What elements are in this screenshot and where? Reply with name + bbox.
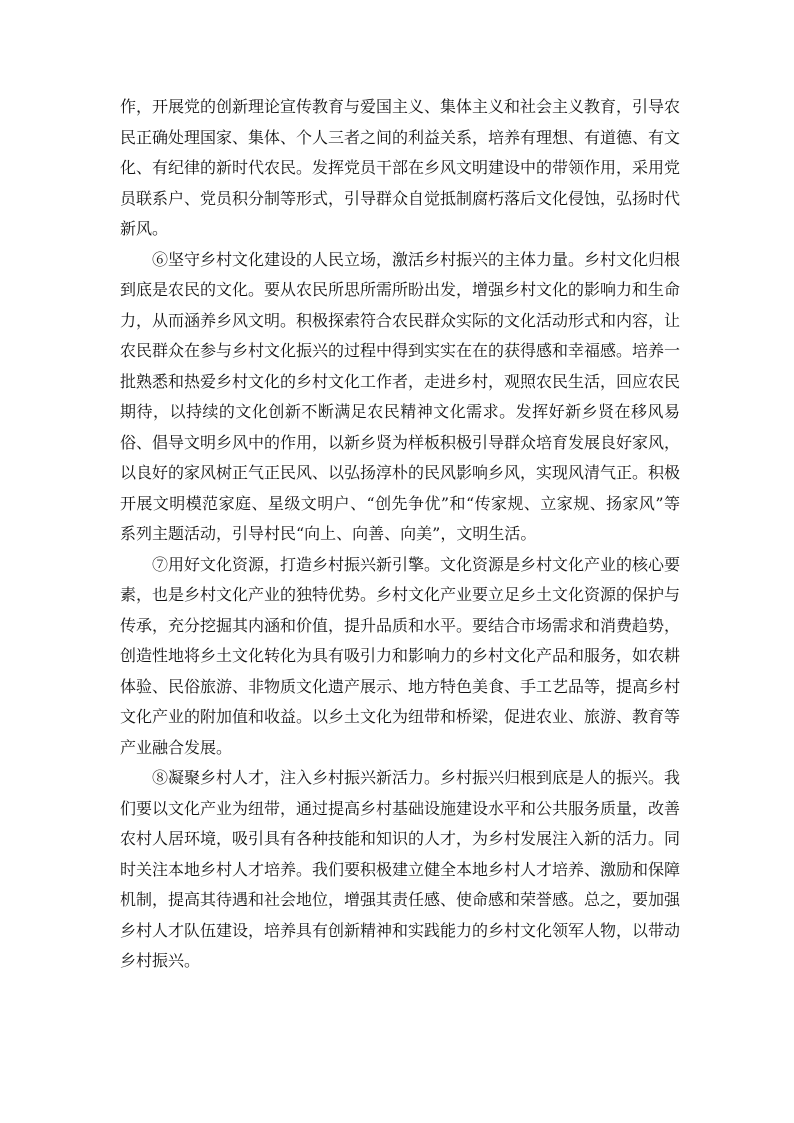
document-body	[120, 92, 680, 977]
paragraph-7: ⑦用好文化资源，打造乡村振兴新引擎。文化资源是乡村文化产业的核心要素，也是乡村文化产业的独特优势。乡村文化产业要立足乡土文化资源的保护与传承，充分挖掘其内涵和价值，提升品质和水平。要结合市场需求和消费趋势，创造性地将乡土文化转化为具有吸引力和影响力的乡村文化产品和服务，如农耕体验、民俗旅游、非物质文化遗产展示、地方特色美食、手工艺品等，提高乡村文化产业的附加值和收益。以乡土文化为纽带和桥梁，促进农业、旅游、教育等产业融合发展。	[120, 554, 681, 757]
paragraph-6: ⑥坚守乡村文化建设的人民立场，激活乡村振兴的主体力量。乡村文化归根到底是农民的文化。要从农民所思所需所盼出发，增强乡村文化的影响力和生命力，从而涵养乡风文明。积极探索符合农民群众实际的文化活动形式和内容，让农民群众在参与乡村文化振兴的过程中得到实实在在的获得感和幸福感。培养一批熟悉和热爱乡村文化的乡村文化工作者，走进乡村，观照农民生活，回应农民期待，以持续的文化创新不断满足农民精神文化需求。发挥好新乡贤在移风易俗、倡导文明乡风中的作用，以新乡贤为样板积极引导群众培育发展良好家风，以良好的家风树正气正民风、以弘扬淳朴的民风影响乡风，实现风清气正。积极开展文明模范家庭、星级文明户、“创先争优”和“传家规、立家规、扬家风”等系列主题活动，引导村民“向上、向善、向美”，文明生活。	[120, 249, 681, 543]
paragraph-8: ⑧凝聚乡村人才，注入乡村振兴新活力。乡村振兴归根到底是人的振兴。我们要以文化产业为纽带，通过提高乡村基础设施建设水平和公共服务质量，改善农村人居环境，吸引具有各种技能和知识的人才，为乡村发展注入新的活力。同时关注本地乡村人才培养。我们要积极建立健全本地乡村人才培养、激励和保障机制，提高其待遇和社会地位，增强其责任感、使命感和荣誉感。总之，要加强乡村人才队伍建设，培养具有创新精神和实践能力的乡村文化领军人物，以带动乡村振兴。	[120, 768, 681, 970]
paragraph-continuation: 作，开展党的创新理论宣传教育与爱国主义、集体主义和社会主义教育，引导农民正确处理国家、集体、个人三者之间的利益关系，培养有理想、有道德、有文化、有纪律的新时代农民。发挥党员干部在乡风文明建设中的带领作用，采用党员联系户、党员积分制等形式，引导群众自觉抵制腐朽落后文化侵蚀，弘扬时代新风。	[120, 97, 681, 238]
